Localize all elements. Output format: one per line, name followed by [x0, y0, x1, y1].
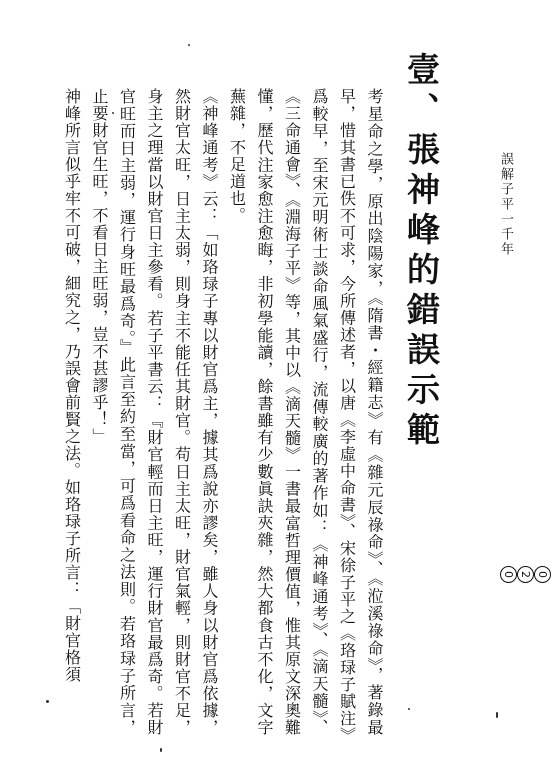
scan-speck: [112, 112, 114, 114]
page-number-digit: 0: [500, 566, 517, 583]
paragraph-1: 考星命之學，原出陰陽家，《隋書・經籍志》有《雜元辰祿命》、《涖溪祿命》，著錄最早，惜其書已佚不可求，今所傳述者，以唐《李虛中命書》、宋徐子平之《珞琭子賦注》爲較早，至宋元明術士談命風氣盛行，流傳較廣的著作如：《神峰通考》、《滴天髓》、《三命通會》、《淵海子平》等，其中以《滴天髓》一書最富哲理價值，惟其原文深奧難懂，歷代注家愈注愈晦，非初學能讀，餘書雖有少數眞訣夾雜，然大都食古不化，文字蕪雜，不足道也。: [227, 88, 384, 736]
page-number-digit: 2: [517, 566, 534, 583]
page-number-digit: 0: [534, 566, 551, 583]
scan-speck: [160, 748, 162, 752]
scan-speck: [496, 712, 498, 718]
chapter-title: 壹、張神峰的錯誤示範: [402, 52, 441, 452]
scan-speck: [188, 44, 190, 46]
paragraph-3: 神峰所言似乎牢不可破，細究之，乃誤會前賢之法。如珞琭子所言：「財官格須: [62, 88, 82, 683]
paragraph-2: 《神峰通考》云：「如珞琭子專以財官爲主，據其爲說亦謬矣，雖人身以財官爲依據，然財官太旺，日主太弱，則身主不能任其財官。苟日主太旺，財官氣輕，則財官不足，身主之理當以財官日主參看。若子平書云：『財官輕而日主旺，運行財官最爲奇。若財官旺而日主弱，運行身旺最爲奇。』此言至約至當，可爲看命之法則。若珞琭子所言，止要財官生旺，不看日主旺弱，豈不甚謬乎！」: [90, 88, 219, 736]
page-number: [500, 566, 551, 583]
scan-speck: [408, 708, 410, 710]
body-text: [52, 56, 388, 736]
scan-speck: [46, 700, 49, 703]
running-title: 誤解子平一千年: [498, 152, 513, 257]
